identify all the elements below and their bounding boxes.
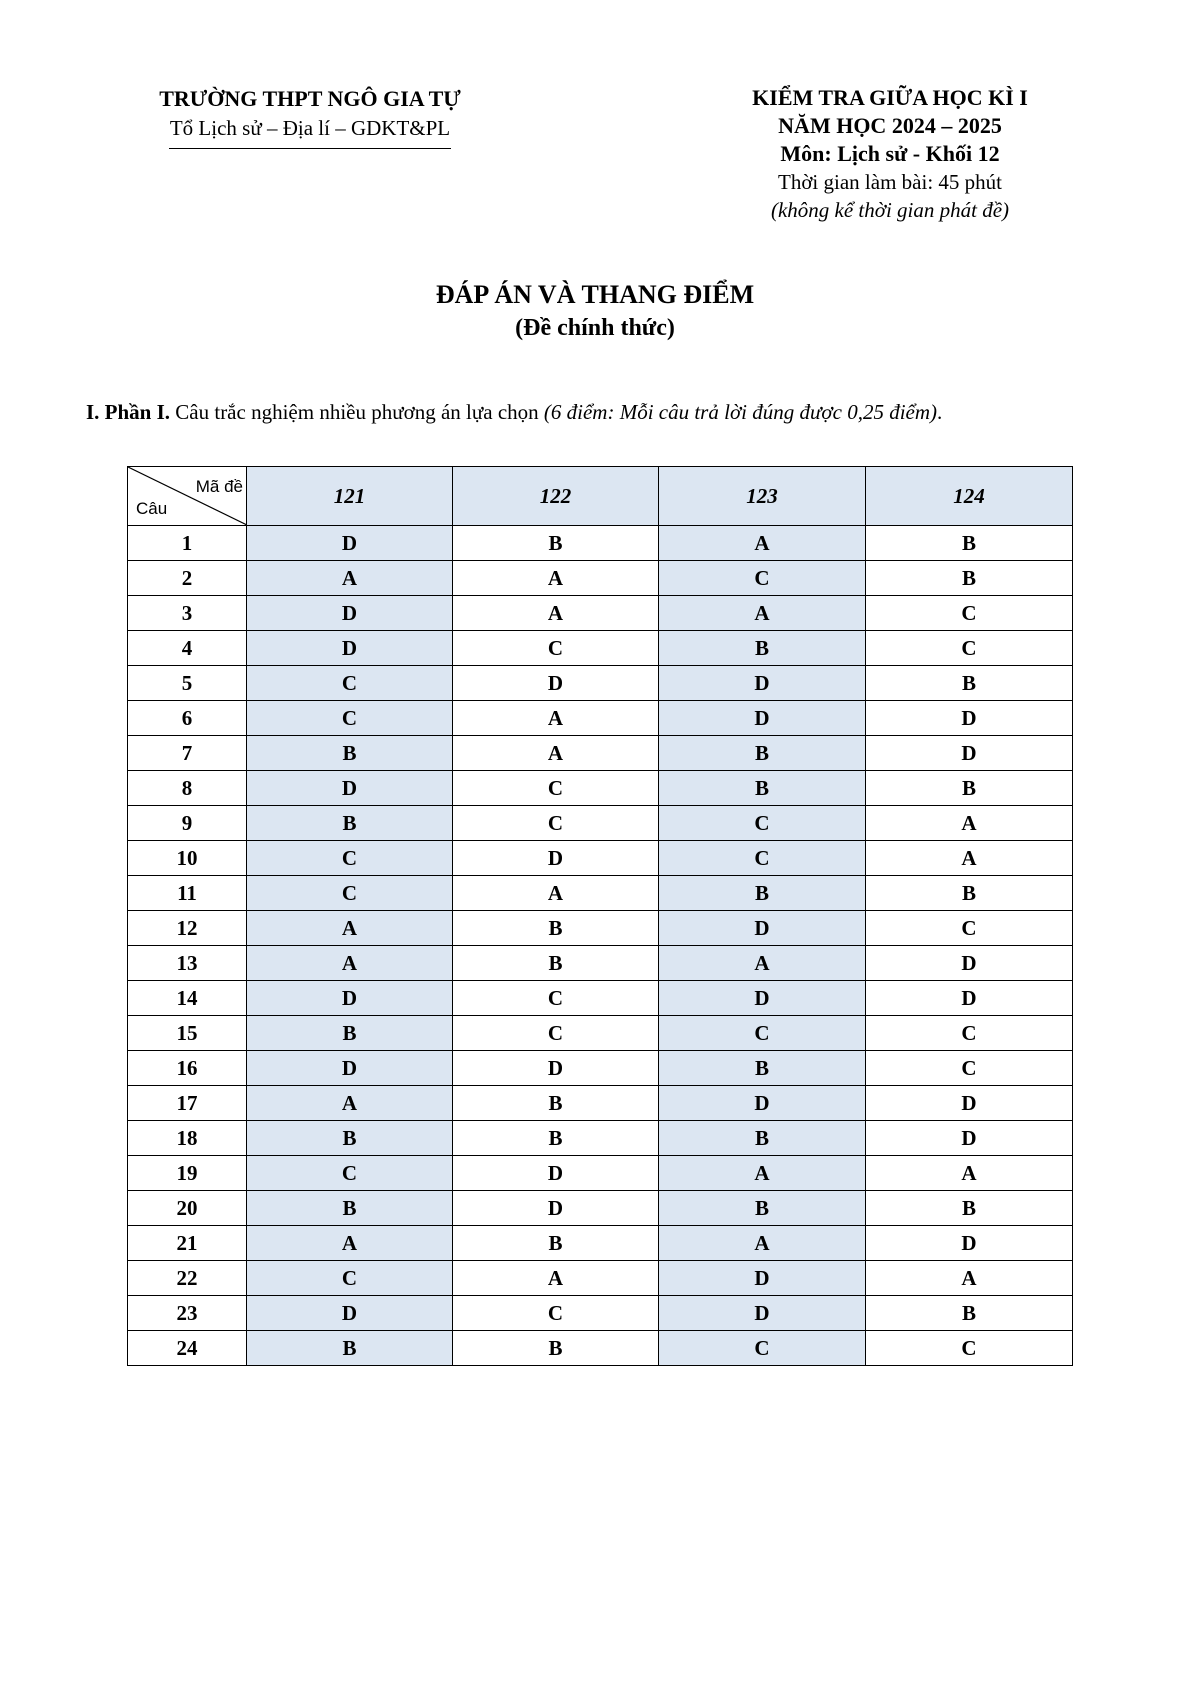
answer-cell: C (247, 876, 453, 911)
table-row (128, 1086, 1073, 1121)
answer-cell: D (659, 981, 866, 1016)
answer-cell: D (453, 841, 659, 876)
answer-cell: D (453, 1156, 659, 1191)
table-row (128, 526, 1073, 561)
answer-cell: B (659, 876, 866, 911)
table-row (128, 911, 1073, 946)
answer-cell: A (247, 1226, 453, 1261)
school-name: TRƯỜNG THPT NGÔ GIA TỰ (159, 86, 461, 111)
answer-cell: B (453, 526, 659, 561)
answer-cell: D (659, 666, 866, 701)
answer-table (127, 466, 1073, 1366)
answer-cell: A (247, 561, 453, 596)
table-row (128, 736, 1073, 771)
question-number-cell: 24 (128, 1331, 247, 1366)
question-number-cell: 23 (128, 1296, 247, 1331)
answer-cell: C (659, 806, 866, 841)
answer-cell: C (453, 1296, 659, 1331)
answer-cell: C (247, 666, 453, 701)
answer-cell: D (247, 771, 453, 806)
question-number-cell: 14 (128, 981, 247, 1016)
answer-cell: C (247, 1261, 453, 1296)
question-number-cell: 9 (128, 806, 247, 841)
answer-cell: B (453, 1086, 659, 1121)
question-number-cell: 13 (128, 946, 247, 981)
question-number-cell: 16 (128, 1051, 247, 1086)
school-header (120, 84, 500, 149)
answer-cell: D (453, 1191, 659, 1226)
answer-cell: D (866, 1121, 1073, 1156)
exam-code-header: 124 (866, 467, 1073, 526)
subject: Môn: Lịch sử - Khối 12 (780, 141, 1000, 166)
answer-cell: B (453, 1226, 659, 1261)
answer-cell: C (866, 596, 1073, 631)
question-number-cell: 11 (128, 876, 247, 911)
answer-cell: C (453, 771, 659, 806)
answer-cell: B (866, 666, 1073, 701)
answer-cell: D (247, 526, 453, 561)
answer-cell: D (866, 946, 1073, 981)
answer-cell: D (866, 701, 1073, 736)
question-number-cell: 4 (128, 631, 247, 666)
table-row (128, 701, 1073, 736)
table-header-row (128, 467, 1073, 526)
question-number-cell: 7 (128, 736, 247, 771)
answer-cell: C (453, 981, 659, 1016)
table-row (128, 1121, 1073, 1156)
answer-cell: C (453, 1016, 659, 1051)
answer-cell: A (659, 526, 866, 561)
answer-cell: C (866, 1016, 1073, 1051)
answer-cell: A (659, 946, 866, 981)
answer-cell: A (453, 876, 659, 911)
question-number-cell: 21 (128, 1226, 247, 1261)
section-note: (6 điểm: Mỗi câu trả lời đúng được 0,25 điểm) (543, 400, 938, 424)
answer-cell: B (866, 1191, 1073, 1226)
answer-cell: A (453, 736, 659, 771)
department-name: Tổ Lịch sử – Địa lí – GDKT&PL (169, 116, 451, 140)
answer-cell: B (866, 526, 1073, 561)
table-row (128, 596, 1073, 631)
question-number-cell: 18 (128, 1121, 247, 1156)
answer-cell: C (453, 806, 659, 841)
table-row (128, 1226, 1073, 1261)
answer-cell: C (659, 561, 866, 596)
answer-cell: B (659, 1121, 866, 1156)
answer-cell: D (247, 1296, 453, 1331)
question-number-cell: 2 (128, 561, 247, 596)
answer-cell: B (247, 1121, 453, 1156)
answer-cell: B (659, 1051, 866, 1086)
answer-cell: A (247, 946, 453, 981)
table-row (128, 876, 1073, 911)
answer-cell: C (247, 701, 453, 736)
table-row (128, 946, 1073, 981)
table-row (128, 1191, 1073, 1226)
answer-cell: A (659, 596, 866, 631)
table-row (128, 806, 1073, 841)
duration: Thời gian làm bài: 45 phút (778, 170, 1002, 194)
answer-cell: D (659, 1086, 866, 1121)
question-number-cell: 20 (128, 1191, 247, 1226)
answer-cell: A (453, 1261, 659, 1296)
answer-cell: C (247, 1156, 453, 1191)
answer-cell: C (866, 631, 1073, 666)
question-number-cell: 15 (128, 1016, 247, 1051)
answer-cell: B (453, 1121, 659, 1156)
answer-cell: C (659, 1331, 866, 1366)
answer-cell: B (453, 1331, 659, 1366)
answer-cell: C (866, 911, 1073, 946)
answer-cell: B (247, 1191, 453, 1226)
table-row (128, 1261, 1073, 1296)
question-number-cell: 3 (128, 596, 247, 631)
question-number-cell: 8 (128, 771, 247, 806)
answer-cell: D (866, 981, 1073, 1016)
question-number-cell: 6 (128, 701, 247, 736)
section-end: . (937, 400, 943, 424)
answer-cell: C (866, 1051, 1073, 1086)
exam-name: KIỂM TRA GIỮA HỌC KÌ I (752, 85, 1028, 110)
table-row (128, 981, 1073, 1016)
answer-cell: C (659, 841, 866, 876)
answer-cell: A (453, 701, 659, 736)
answer-cell: C (659, 1016, 866, 1051)
exam-code-header: 121 (247, 467, 453, 526)
question-number-cell: 1 (128, 526, 247, 561)
answer-cell: B (659, 631, 866, 666)
table-row (128, 1051, 1073, 1086)
answer-cell: D (659, 701, 866, 736)
answer-cell: B (659, 736, 866, 771)
answer-cell: B (866, 561, 1073, 596)
table-row (128, 841, 1073, 876)
answer-cell: B (453, 911, 659, 946)
answer-cell: C (453, 631, 659, 666)
question-number-cell: 22 (128, 1261, 247, 1296)
table-row (128, 631, 1073, 666)
answer-cell: B (659, 1191, 866, 1226)
answer-cell: D (247, 981, 453, 1016)
corner-code-label: Mã đề (195, 477, 243, 496)
answer-cell: A (247, 1086, 453, 1121)
answer-cell: D (453, 1051, 659, 1086)
table-row (128, 666, 1073, 701)
header-divider (169, 148, 451, 149)
duration-note: (không kể thời gian phát đề) (770, 198, 1010, 222)
answer-cell: D (659, 1296, 866, 1331)
question-number-cell: 12 (128, 911, 247, 946)
answer-cell: A (453, 561, 659, 596)
page-subtitle: (Đề chính thức) (515, 315, 675, 341)
answer-cell: A (866, 1261, 1073, 1296)
answer-cell: D (866, 1226, 1073, 1261)
page-title: ĐÁP ÁN VÀ THANG ĐIỂM (435, 280, 755, 309)
answer-cell: A (247, 911, 453, 946)
question-number-cell: 19 (128, 1156, 247, 1191)
answer-cell: B (866, 771, 1073, 806)
school-year: NĂM HỌC 2024 – 2025 (778, 113, 1002, 138)
answer-table-body (128, 526, 1073, 1366)
answer-cell: C (247, 841, 453, 876)
section-text: Câu trắc nghiệm nhiều phương án lựa chọn (170, 400, 544, 424)
corner-cell (128, 467, 247, 526)
table-row (128, 1331, 1073, 1366)
exam-code-header: 122 (453, 467, 659, 526)
answer-cell: A (866, 1156, 1073, 1191)
answer-cell: A (866, 806, 1073, 841)
section-label: I. Phần I. (86, 400, 171, 424)
answer-cell: B (659, 771, 866, 806)
corner-question-label: Câu (136, 499, 168, 518)
question-number-cell: 5 (128, 666, 247, 701)
answer-cell: D (659, 911, 866, 946)
answer-cell: B (866, 1296, 1073, 1331)
answer-cell: B (247, 736, 453, 771)
answer-cell: A (866, 841, 1073, 876)
answer-cell: C (866, 1331, 1073, 1366)
answer-cell: B (247, 806, 453, 841)
answer-cell: D (659, 1261, 866, 1296)
table-row (128, 771, 1073, 806)
answer-cell: B (247, 1016, 453, 1051)
answer-cell: D (866, 1086, 1073, 1121)
table-row (128, 561, 1073, 596)
table-row (128, 1296, 1073, 1331)
exam-header (690, 84, 1090, 224)
exam-code-header: 123 (659, 467, 866, 526)
answer-cell: A (659, 1226, 866, 1261)
answer-cell: A (453, 596, 659, 631)
answer-cell: B (866, 876, 1073, 911)
question-number-cell: 17 (128, 1086, 247, 1121)
answer-cell: D (247, 1051, 453, 1086)
question-number-cell: 10 (128, 841, 247, 876)
answer-cell: B (453, 946, 659, 981)
answer-cell: D (866, 736, 1073, 771)
answer-cell: D (247, 631, 453, 666)
answer-cell: A (659, 1156, 866, 1191)
section-heading (86, 398, 1146, 426)
answer-cell: D (453, 666, 659, 701)
answer-cell: D (247, 596, 453, 631)
table-row (128, 1156, 1073, 1191)
table-row (128, 1016, 1073, 1051)
answer-cell: B (247, 1331, 453, 1366)
